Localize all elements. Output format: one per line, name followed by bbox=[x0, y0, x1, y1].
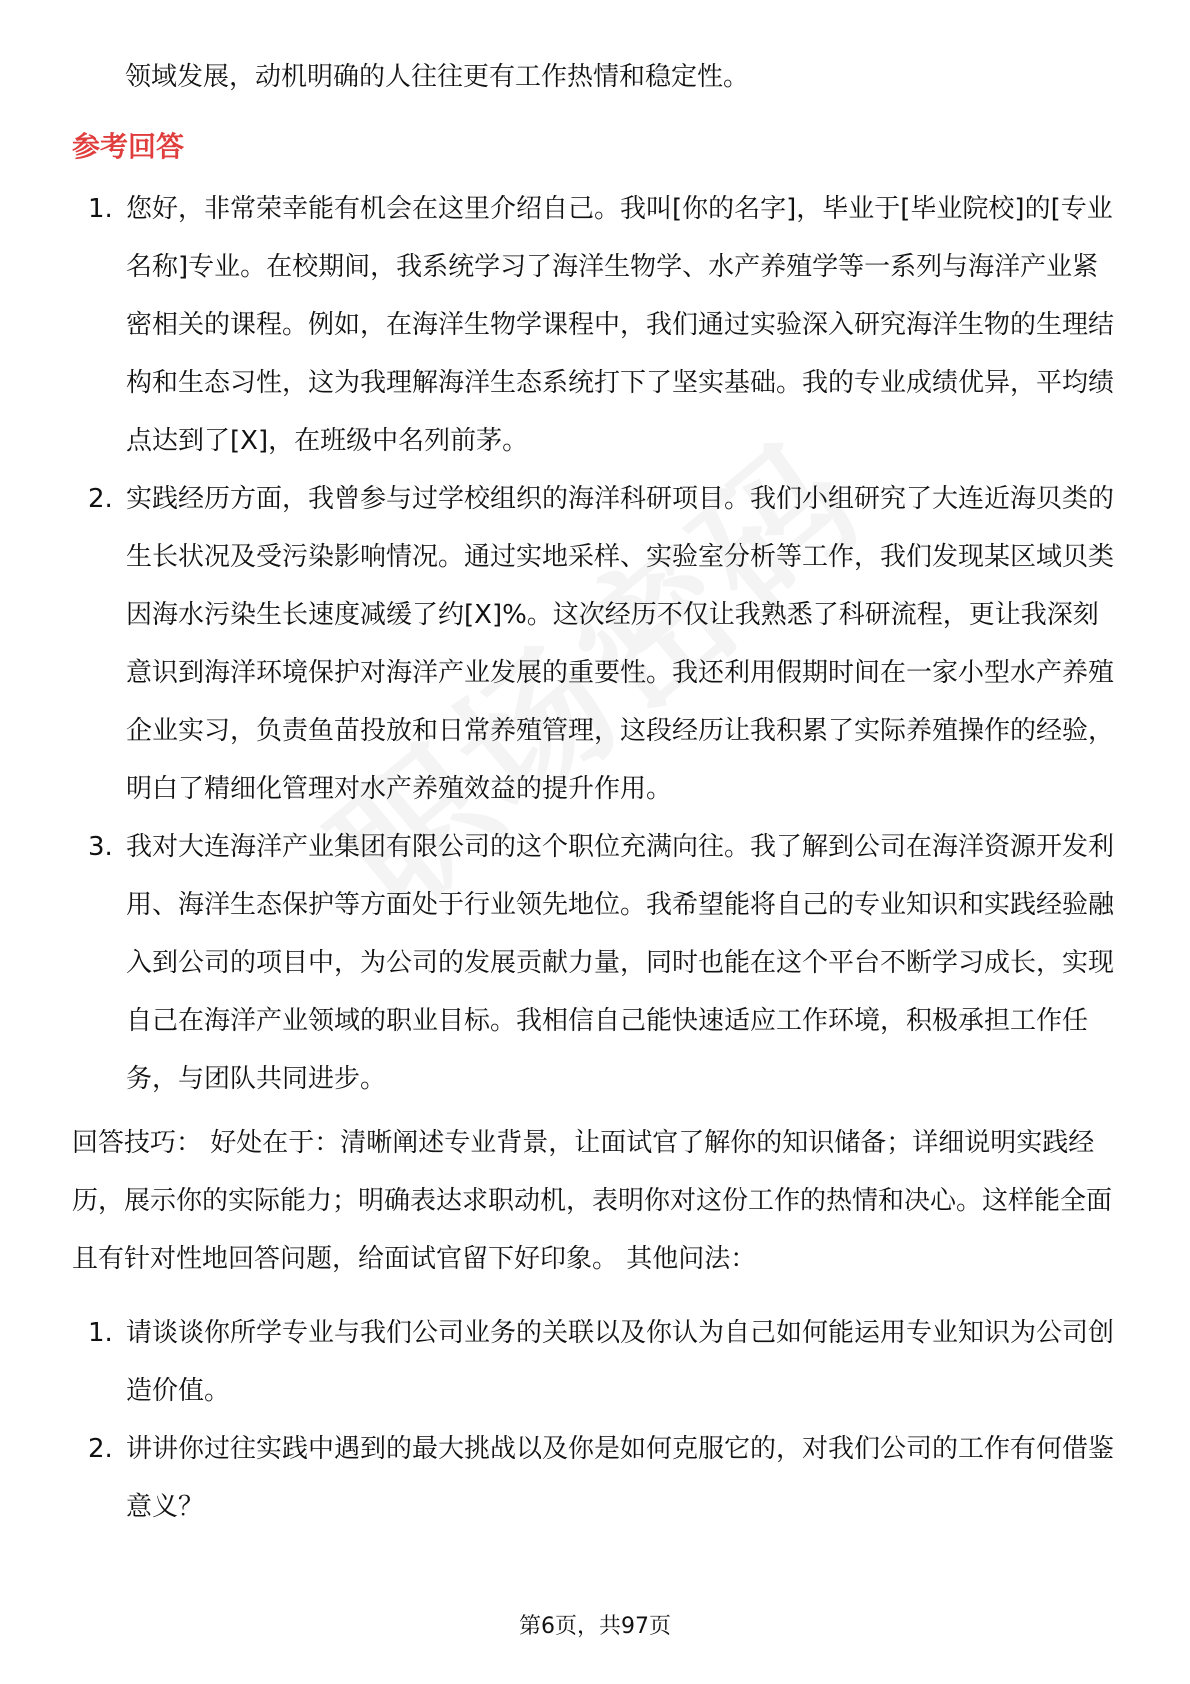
list-item bbox=[72, 1420, 1117, 1536]
section-title: 参考回答 bbox=[72, 130, 185, 163]
list-number: 1. bbox=[88, 1318, 113, 1348]
list-number: 1. bbox=[88, 194, 113, 224]
list-number: 2. bbox=[88, 1434, 113, 1464]
answer-list bbox=[72, 180, 1117, 1108]
list-number: 3. bbox=[88, 832, 113, 862]
list-item-text: 您好，非常荣幸能有机会在这里介绍自己。我叫[你的名字]，毕业于[毕业院校]的[专业名称]专业。在校期间，我系统学习了海洋生物学、水产养殖学等一系列与海洋产业紧密相关的课程。例如，在海洋生物学课程中，我们通过实验深入研究海洋生物的生理结构和生态习性，这为我理解海洋生态系统打下了坚实基础。我的专业成绩优异，平均绩点达到了[X]，在班级中名列前茅。 bbox=[126, 194, 1115, 456]
list-item bbox=[72, 1304, 1117, 1420]
answer-tips: 回答技巧： 好处在于：清晰阐述专业背景，让面试官了解你的知识储备；详细说明实践经历，展示你的实际能力；明确表达求职动机，表明你对这份工作的热情和决心。这样能全面且有针对性地回答问题，给面试官留下好印象。 其他问法： bbox=[72, 1128, 1113, 1274]
list-item-text: 请谈谈你所学专业与我们公司业务的关联以及你认为自己如何能运用专业知识为公司创造价值。 bbox=[126, 1318, 1115, 1406]
list-item bbox=[72, 470, 1117, 818]
list-item-text: 实践经历方面，我曾参与过学校组织的海洋科研项目。我们小组研究了大连近海贝类的生长状况及受污染影响情况。通过实地采样、实验室分析等工作，我们发现某区域贝类因海水污染生长速度减缓了约[X]%。这次经历不仅让我熟悉了科研流程，更让我深刻意识到海洋环境保护对海洋产业发展的重要性。我还利用假期时间在一家小型水产养殖企业实习，负责鱼苗投放和日常养殖管理，这段经历让我积累了实际养殖操作的经验，明白了精细化管理对水产养殖效益的提升作用。 bbox=[126, 484, 1115, 804]
list-item-text: 我对大连海洋产业集团有限公司的这个职位充满向往。我了解到公司在海洋资源开发利用、海洋生态保护等方面处于行业领先地位。我希望能将自己的专业知识和实践经验融入到公司的项目中，为公司的发展贡献力量，同时也能在这个平台不断学习成长，实现自己在海洋产业领域的职业目标。我相信自己能快速适应工作环境，积极承担工作任务，与团队共同进步。 bbox=[126, 832, 1115, 1094]
other-questions-list bbox=[72, 1304, 1117, 1536]
list-item bbox=[72, 818, 1117, 1108]
list-item-text: 讲讲你过往实践中遇到的最大挑战以及你是如何克服它的，对我们公司的工作有何借鉴意义？ bbox=[126, 1434, 1115, 1522]
list-number: 2. bbox=[88, 484, 113, 514]
page-number: 第6页，共97页 bbox=[519, 1614, 671, 1639]
list-item bbox=[72, 180, 1117, 470]
continuation-text: 领域发展，动机明确的人往往更有工作热情和稳定性。 bbox=[125, 62, 750, 92]
